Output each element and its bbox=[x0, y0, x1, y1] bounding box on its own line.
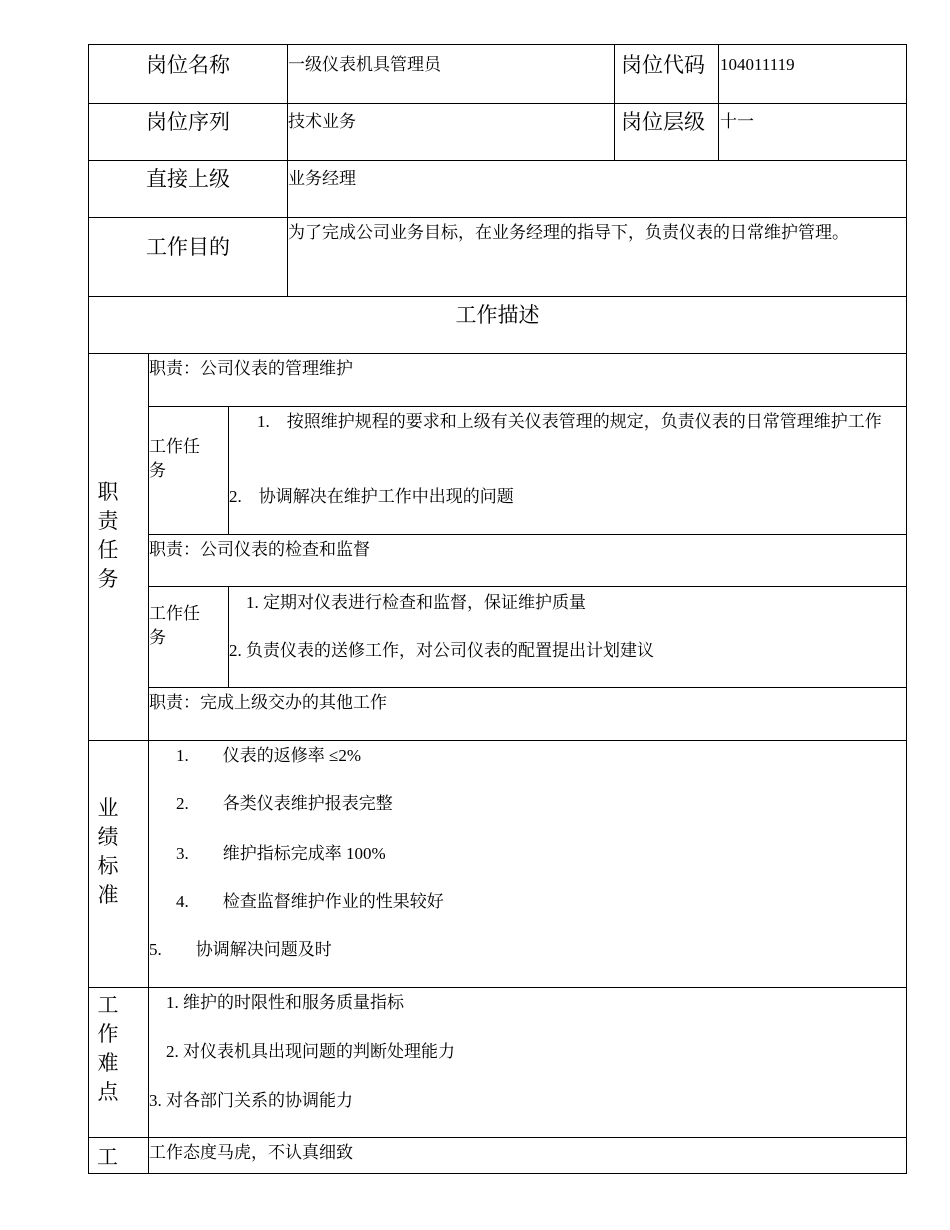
duty1-title: 职责：公司仪表的管理维护 bbox=[149, 359, 353, 378]
difficulty-item: 2. 对仪表机具出现问题的判断处理能力 bbox=[166, 1042, 455, 1061]
duty-divider bbox=[148, 534, 907, 535]
superior-label: 直接上级 bbox=[146, 167, 230, 191]
duty2-task1: 1. 定期对仪表进行检查和监督，保证维护质量 bbox=[246, 593, 586, 612]
duty2-task-label: 工作任务 bbox=[149, 604, 200, 647]
post-name-label: 岗位名称 bbox=[146, 53, 230, 77]
post-name-value: 一级仪表机具管理员 bbox=[288, 55, 441, 74]
row-divider bbox=[88, 987, 907, 988]
duty2-task2: 2. 负责仪表的送修工作，对公司仪表的配置提出计划建议 bbox=[229, 641, 654, 660]
duty2-title: 职责：公司仪表的检查和监督 bbox=[149, 540, 370, 559]
row-divider bbox=[88, 217, 907, 218]
duty1-task2: 2. 协调解决在维护工作中出现的问题 bbox=[229, 487, 514, 506]
row-divider bbox=[88, 103, 907, 104]
purpose-label: 工作目的 bbox=[146, 235, 230, 259]
performance-item: 2. 各类仪表维护报表完整 bbox=[176, 794, 393, 813]
post-series-value: 技术业务 bbox=[288, 112, 356, 131]
difficulty-item: 1. 维护的时限性和服务质量指标 bbox=[166, 993, 404, 1012]
superior-value: 业务经理 bbox=[288, 169, 356, 188]
col-divider bbox=[614, 44, 615, 160]
purpose-value: 为了完成公司业务目标，在业务经理的指导下，负责仪表的日常维护管理。 bbox=[288, 223, 849, 242]
post-level-label: 岗位层级 bbox=[621, 110, 705, 134]
row-divider bbox=[88, 160, 907, 161]
row-divider bbox=[88, 740, 907, 741]
duty-divider bbox=[148, 586, 907, 587]
post-series-label: 岗位序列 bbox=[146, 110, 230, 134]
duty3-title: 职责：完成上级交办的其他工作 bbox=[149, 693, 387, 712]
post-code-value: 104011119 bbox=[720, 55, 795, 74]
difficulty-item: 3. 对各部门关系的协调能力 bbox=[149, 1091, 353, 1110]
duty1-task1: 1. 按照维护规程的要求和上级有关仪表管理的规定，负责仪表的日常管理维护工作 bbox=[257, 412, 882, 431]
section-title: 工作描述 bbox=[455, 303, 540, 327]
row-divider bbox=[88, 1137, 907, 1138]
col-divider bbox=[718, 44, 719, 160]
duty1-task-label: 工作任务 bbox=[149, 437, 200, 480]
last-row-side-label: 工 bbox=[97, 1145, 118, 1169]
col-divider bbox=[228, 586, 229, 687]
performance-item: 1. 仪表的返修率 ≤2% bbox=[176, 746, 361, 765]
row-divider bbox=[88, 353, 907, 354]
performance-item: 4. 检查监督维护作业的性果较好 bbox=[176, 892, 444, 911]
post-code-label: 岗位代码 bbox=[621, 53, 705, 77]
last-row-value: 工作态度马虎，不认真细致 bbox=[149, 1143, 353, 1162]
duty-divider bbox=[148, 406, 907, 407]
difficulties-side-label: 工作难点 bbox=[97, 993, 119, 1104]
col-divider bbox=[228, 406, 229, 534]
post-level-value: 十一 bbox=[720, 112, 754, 131]
row-divider bbox=[88, 296, 907, 297]
duty-divider bbox=[148, 687, 907, 688]
performance-item: 5. 协调解决问题及时 bbox=[149, 940, 332, 959]
performance-item: 3. 维护指标完成率 100% bbox=[176, 844, 386, 863]
duties-side-label: 职责任务 bbox=[97, 480, 119, 591]
performance-side-label: 业绩标准 bbox=[97, 796, 119, 907]
